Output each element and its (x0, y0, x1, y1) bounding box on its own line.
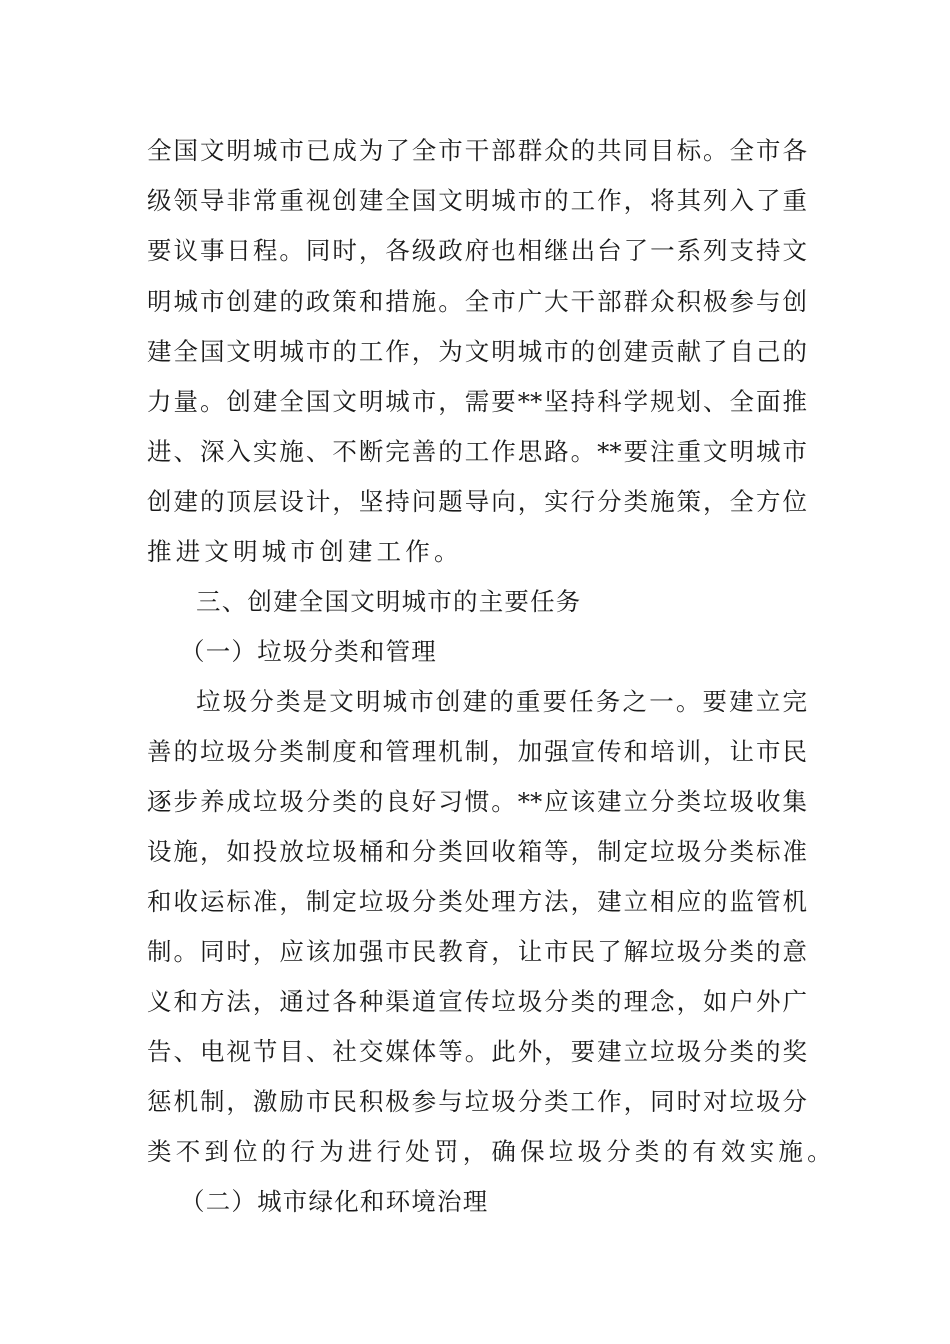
paragraph-1-line-3: 要议事日程。同时，各级政府也相继出台了一系列支持文 (147, 236, 807, 265)
paragraph-2-line-10: 类不到位的行为进行处罚，确保垃圾分类的有效实施。 (147, 1137, 836, 1166)
paragraph-2-line-2: 善的垃圾分类制度和管理机制，加强宣传和培训，让市民 (147, 737, 807, 766)
paragraph-1-line-9: 推进文明城市创建工作。 (147, 537, 463, 566)
paragraph-2-line-8: 告、电视节目、社交媒体等。此外，要建立垃圾分类的奖 (147, 1037, 807, 1066)
paragraph-1-line-5: 建全国文明城市的工作，为文明城市的创建贡献了自己的 (147, 337, 807, 366)
paragraph-2-line-6: 制。同时，应该加强市民教育，让市民了解垃圾分类的意 (147, 937, 807, 966)
paragraph-2-line-1: 垃圾分类是文明城市创建的重要任务之一。要建立完 (196, 687, 807, 716)
paragraph-2-line-5: 和收运标准，制定垃圾分类处理方法，建立相应的监管机 (147, 887, 807, 916)
paragraph-1-line-6: 力量。创建全国文明城市，需要**坚持科学规划、全面推 (147, 387, 807, 416)
paragraph-2-line-4: 设施，如投放垃圾桶和分类回收箱等，制定垃圾分类标准 (147, 837, 807, 866)
paragraph-1-line-2: 级领导非常重视创建全国文明城市的工作，将其列入了重 (147, 186, 807, 215)
paragraph-1-line-4: 明城市创建的政策和措施。全市广大干部群众积极参与创 (147, 287, 807, 316)
paragraph-1-line-8: 创建的顶层设计，坚持问题导向，实行分类施策，全方位 (147, 487, 807, 516)
paragraph-1-line-7: 进、深入实施、不断完善的工作思路。**要注重文明城市 (147, 437, 807, 466)
paragraph-2-line-7: 义和方法，通过各种渠道宣传垃圾分类的理念，如户外广 (147, 987, 807, 1016)
paragraph-2-line-9: 惩机制，激励市民积极参与垃圾分类工作，同时对垃圾分 (147, 1087, 807, 1116)
paragraph-1-line-1: 全国文明城市已成为了全市干部群众的共同目标。全市各 (147, 136, 807, 165)
section-heading: 三、创建全国文明城市的主要任务 (196, 587, 582, 616)
subheading-garbage-sorting: （一）垃圾分类和管理 (180, 637, 437, 666)
subheading-greening: （二）城市绿化和环境治理 (180, 1187, 489, 1216)
paragraph-2-line-3: 逐步养成垃圾分类的良好习惯。**应该建立分类垃圾收集 (147, 787, 807, 816)
